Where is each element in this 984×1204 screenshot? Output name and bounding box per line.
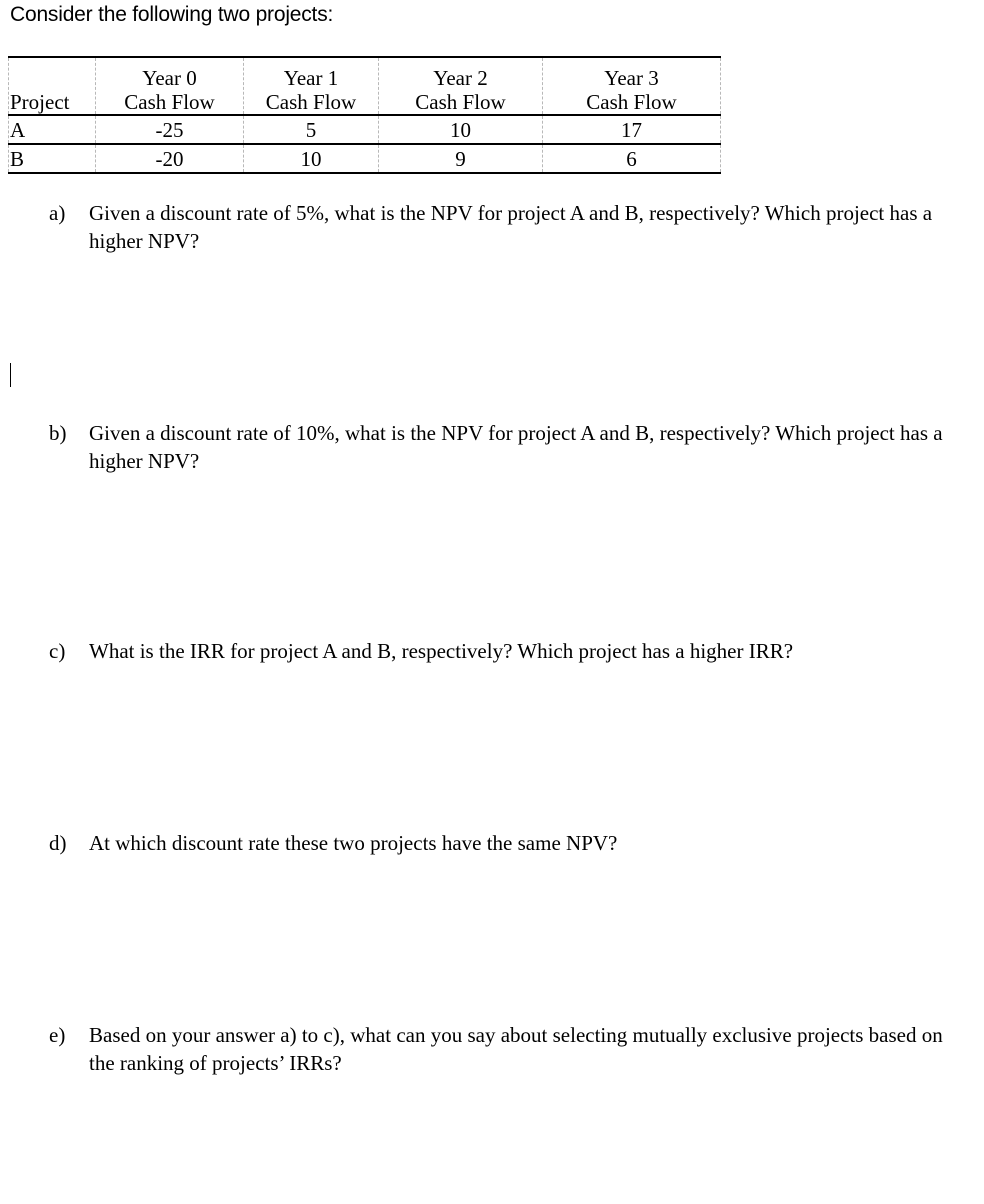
header-year-1-line1: Year 1 [283,66,339,90]
question-e-text: Based on your answer a) to c), what can you say about selecting mutually exclusive projects based on the ranking of projects’ IRRs? [89,1023,943,1075]
header-year-2-line1: Year 2 [433,66,488,90]
header-year-1 [244,57,379,115]
header-project [9,57,96,115]
table-row [9,115,721,144]
table-row [9,144,721,173]
question-c [49,637,949,665]
header-project-label: Project [10,90,70,114]
question-a [49,199,949,255]
cell-a-year-2: 10 [379,115,543,144]
header-year-0-line1: Year 0 [142,66,197,90]
header-year-2-line2: Cash Flow [415,90,506,114]
header-year-0 [96,57,244,115]
intro-text: Consider the following two projects: [10,3,334,26]
cell-b-year-2: 9 [379,144,543,173]
header-year-1-line2: Cash Flow [265,90,357,114]
header-year-0-line2: Cash Flow [124,90,215,114]
header-year-3 [543,57,721,115]
text-cursor[interactable] [10,363,11,387]
question-d-text: At which discount rate these two projects have the same NPV? [89,831,618,855]
question-e-label: e) [49,1023,66,1047]
question-d-label: d) [49,831,67,855]
question-b-text: Given a discount rate of 10%, what is the NPV for project A and B, respectively? Which project has a higher NPV? [89,421,943,473]
header-year-2 [379,57,543,115]
cash-flow-table-container [8,56,720,174]
cell-project-a: A [9,115,96,144]
cell-b-year-0: -20 [96,144,244,173]
cell-b-year-1: 10 [244,144,379,173]
table-header-row [9,57,721,115]
header-year-3-line1: Year 3 [604,66,659,90]
question-e [49,1021,949,1077]
question-c-label: c) [49,639,66,663]
question-a-label: a) [49,201,66,225]
question-c-text: What is the IRR for project A and B, respectively? Which project has a higher IRR? [89,639,794,663]
question-b-label: b) [49,421,67,445]
cell-project-b: B [9,144,96,173]
header-year-3-line2: Cash Flow [586,90,677,114]
cell-a-year-0: -25 [96,115,244,144]
cell-b-year-3: 6 [543,144,721,173]
question-d [49,829,949,857]
question-b [49,419,949,475]
question-a-text: Given a discount rate of 5%, what is the NPV for project A and B, respectively? Which project has a higher NPV? [89,201,933,253]
cell-a-year-3: 17 [543,115,721,144]
cash-flow-table [8,56,721,174]
cell-a-year-1: 5 [244,115,379,144]
